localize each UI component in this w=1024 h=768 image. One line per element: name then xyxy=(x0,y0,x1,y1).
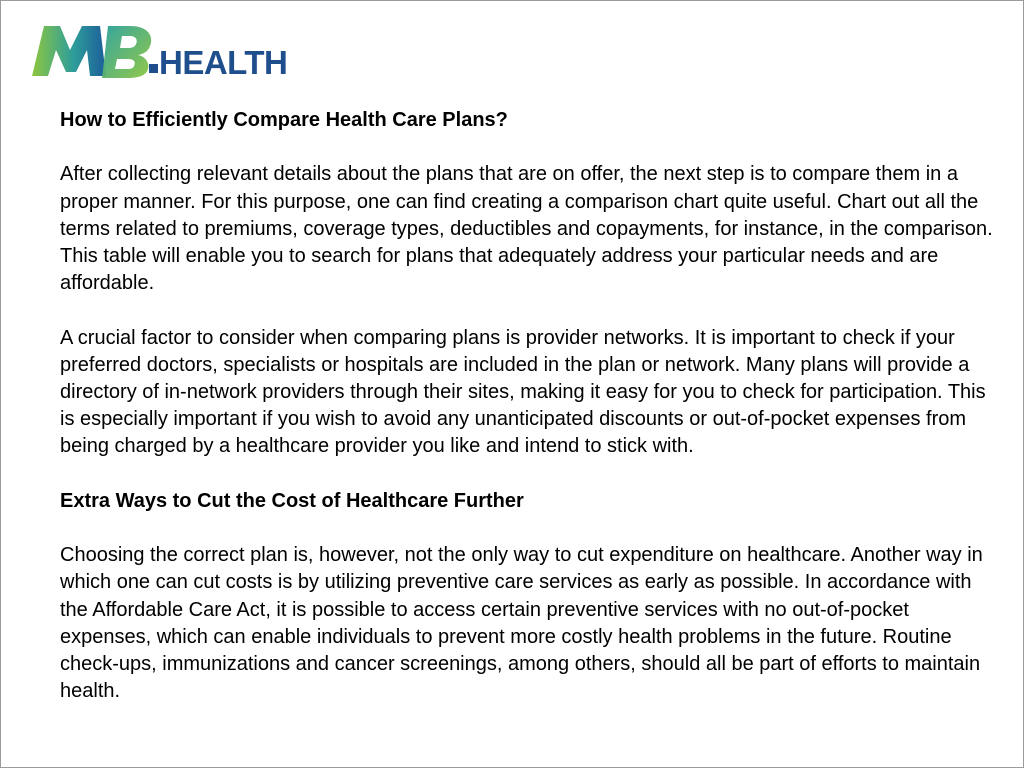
paragraph-provider-networks: A crucial factor to consider when comparing plans is provider networks. It is important to check if your preferred doctors, specialists or hospitals are included in the plan or network. Many plans will provide a directory of in-network providers through their sites, making it easy for you to check for participation. This is especially important if you wish to avoid any unanticipated discounts or out-of-pocket expenses from being charged by a healthcare provider you like and intend to stick with. xyxy=(60,326,986,458)
logo-wordmark: HEALTH xyxy=(159,44,288,81)
mb-health-logo xyxy=(30,22,295,82)
section-heading-extra-ways: Extra Ways to Cut the Cost of Healthcare Further xyxy=(60,489,524,512)
document-body xyxy=(60,107,995,705)
paragraph-preventive-care: Choosing the correct plan is, however, not the only way to cut expenditure on healthcare. Another way in which one can cut costs is by utilizing preventive care services as early as possible. In accordance with the Affordable Care Act, it is possible to access certain preventive services with no out-of-pocket expenses, which can enable individuals to prevent more costly health problems in the future. Routine check-ups, immunizations and cancer screenings, among others, should all be part of efforts to maintain health. xyxy=(60,544,983,703)
paragraph-comparison-chart: After collecting relevant details about the plans that are on offer, the next step is to compare them in a proper manner. For this purpose, one can find creating a comparison chart quite useful. Chart out all the terms related to premiums, coverage types, deductibles and copayments, for instance, in the comparison. This table will enable you to search for plans that adequately address your particular needs and are affordable. xyxy=(60,163,993,295)
logo-dot xyxy=(149,64,158,73)
section-heading-compare-plans: How to Efficiently Compare Health Care Plans? xyxy=(60,109,508,131)
